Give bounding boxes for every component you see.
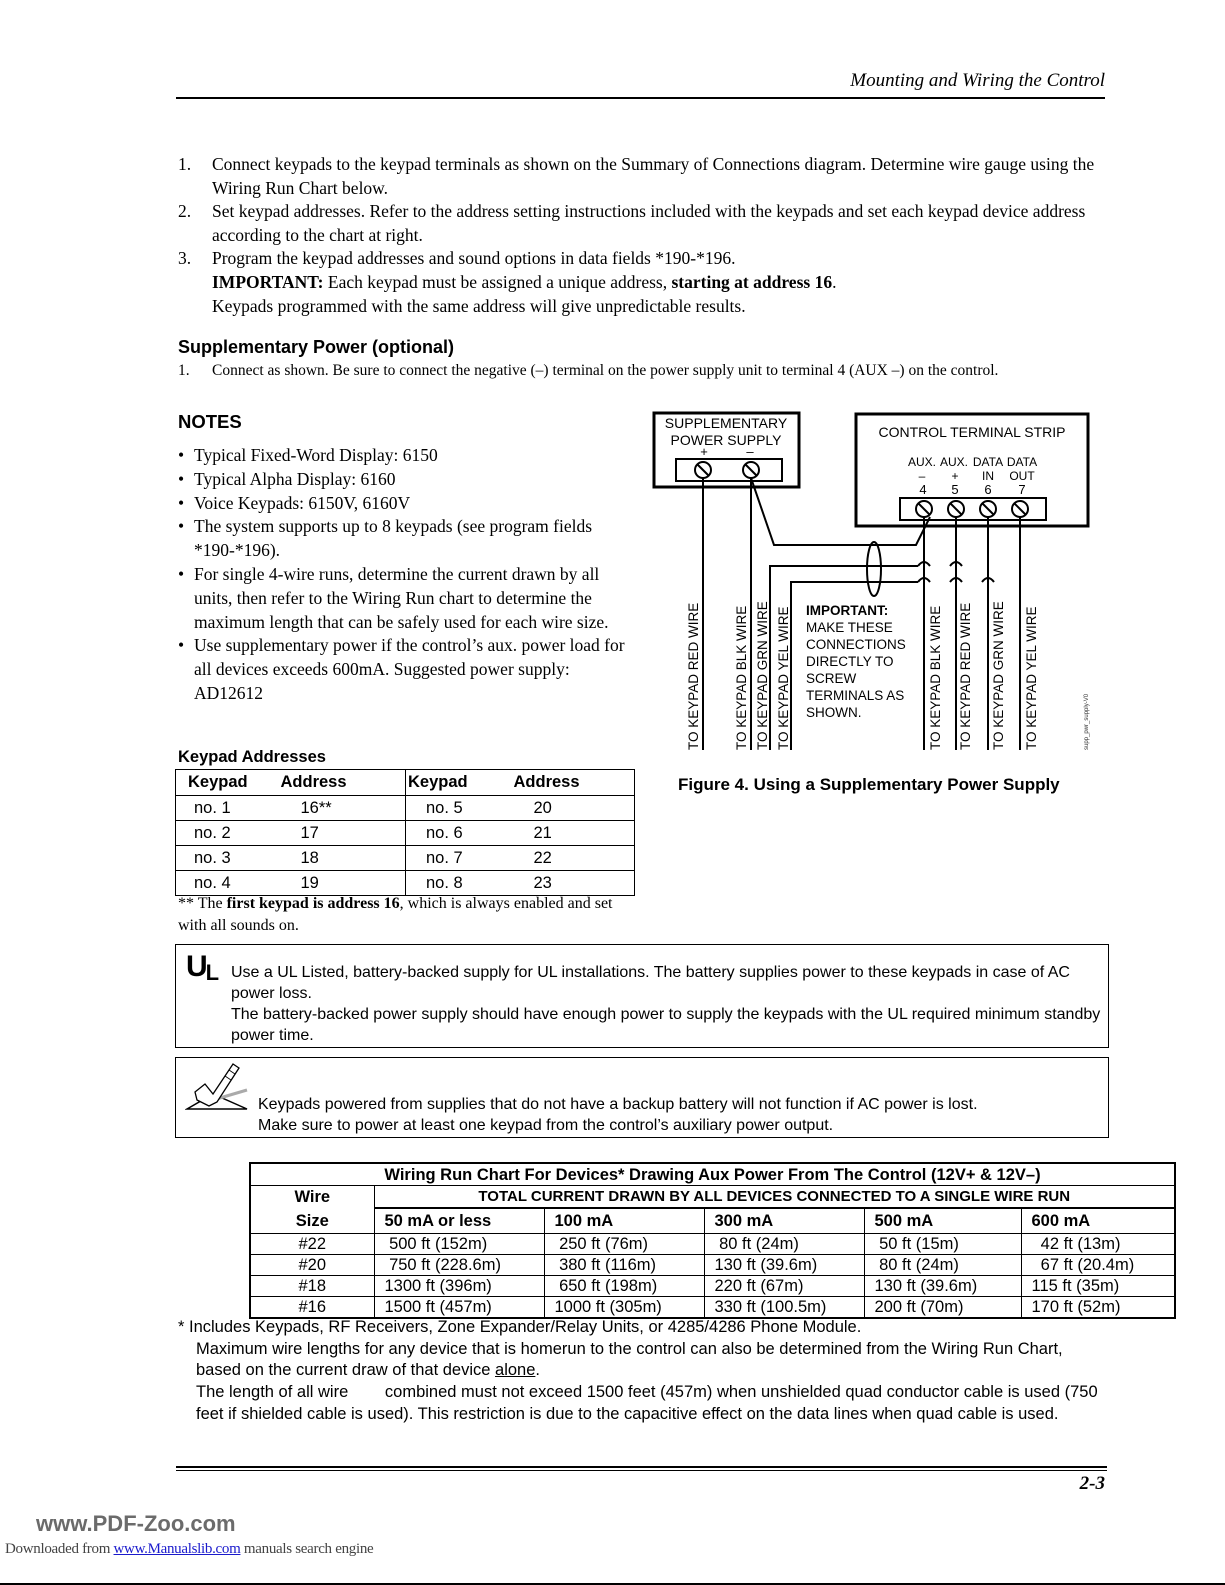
table-cell: 115 ft (35m) [1021,1276,1175,1297]
table-cell: 19 [300,873,319,892]
terminal-label: IN [982,469,994,483]
table-cell: 18 [281,846,406,871]
ul-logo-icon [186,950,217,986]
bullet-icon: • [178,445,185,465]
table-row [176,796,635,821]
footnote-text: . [535,1361,540,1380]
table-row [176,821,635,846]
ul-note-line: The battery-backed power supply should have enough power to supply the keypads with the UL required minimum standby power time. [231,1006,1101,1044]
supplementary-power-wiring-diagram [650,405,1100,765]
table-cell: 380 ft (116m) [544,1255,704,1276]
table-cell: no. 6 [406,821,514,846]
table-cell: no. 7 [406,846,514,871]
check-note-line: Make sure to power at least one keypad from the control’s auxiliary power output. [258,1117,834,1134]
terminal-number: 4 [919,482,927,497]
wire-size-cell: #18 [250,1276,374,1297]
column-header: 100 mA [544,1208,704,1234]
table-cell: 330 ft (100.5m) [704,1297,864,1319]
important-text: Each keypad must be assigned a unique address, [323,271,672,292]
bullet-icon: • [178,516,185,537]
keypad-steps-list [178,153,1118,318]
terminal-label: OUT [1009,469,1035,483]
footnote-text: , which is always enabled and set with all sounds on. [178,895,613,934]
table-row [250,1276,1175,1297]
table-row [250,1297,1175,1319]
wire-label: TO KEYPAD YEL WIRE [776,606,791,750]
screw-terminal-icon [743,462,759,478]
header-rule [176,97,1105,99]
screw-terminal-icon [916,501,932,517]
table-row [176,871,635,896]
figure-caption: Figure 4. Using a Supplementary Power Supply [678,775,1060,794]
wiring-chart-title: Wiring Run Chart For Devices* Drawing Aux Power From The Control (12V+ & 12V–) [250,1163,1175,1186]
note-item [178,492,628,516]
psu-plus-label: + [700,444,708,459]
bullet-icon: • [178,563,185,584]
column-header: Address [281,770,406,796]
wire-size-header: Wire [294,1188,331,1206]
table-cell: no. 5 [406,796,514,821]
column-header: 300 mA [704,1208,864,1234]
note-text: For single 4-wire runs, determine the current drawn by all units, then refer to the Wiring Run chart to determine the maximum length that can be safely used for each wire size. [194,563,609,632]
table-cell: 750 ft (228.6m) [374,1255,544,1276]
wiring-chart-footnotes [178,1317,1108,1426]
table-cell: 200 ft (70m) [864,1297,1021,1319]
diagram-important-line: SCREW [806,671,857,686]
step-item [178,247,1118,318]
terminal-number: 5 [951,482,959,497]
table-cell: 80 ft (24m) [704,1234,864,1255]
note-text: Typical Alpha Display: 6160 [194,468,396,489]
wire-label: TO KEYPAD BLK WIRE [734,605,749,750]
column-header: 50 mA or less [374,1208,544,1234]
terminal-number: 6 [984,482,992,497]
wire-label: TO KEYPAD RED WIRE [958,602,973,750]
step-number: 1. [178,362,190,379]
note-item [178,634,628,705]
note-text: Use supplementary power if the control’s aux. power load for all devices exceeds 600mA. Suggested power supply: AD12612 [194,635,625,703]
table-cell: 1300 ft (396m) [374,1276,544,1297]
footer-rule-thin [176,1470,1107,1471]
watermark-text: manuals search engine [240,1541,374,1557]
column-header: 500 mA [864,1208,1021,1234]
table-row [250,1255,1175,1276]
wire-label: TO KEYPAD RED WIRE [686,602,701,750]
control-strip-title: CONTROL TERMINAL STRIP [878,424,1066,440]
terminal-label: DATA [972,455,1004,469]
table-cell: 21 [514,821,635,846]
bullet-icon: • [178,635,185,656]
step-item [178,153,1118,200]
step-text-line: Keypads programmed with the same address will give unpredictable results. [212,295,746,316]
wiring-run-chart-table [249,1162,1176,1319]
note-item [178,515,628,563]
wiring-chart-subtitle: TOTAL CURRENT DRAWN BY ALL DEVICES CONNECTED TO A SINGLE WIRE RUN [374,1186,1175,1209]
note-item [178,468,628,492]
figure-id-label: supp_pwr_supply-V0 [1084,693,1090,750]
step-number: 2. [178,201,192,222]
step-number: 1. [178,154,192,174]
chart-title-row [250,1163,1175,1186]
note-text: The system supports up to 8 keypads (see program fields *190-*196). [194,516,593,561]
table-row [176,846,635,871]
running-header-title: Mounting and Wiring the Control [850,70,1105,91]
column-header: Keypad [406,770,514,796]
page-number: 2-3 [1079,1473,1105,1494]
wire-label: TO KEYPAD GRN WIRE [755,601,770,750]
table-cell: no. 8 [406,871,514,896]
checkmark-note-icon [185,1062,255,1112]
notes-list [178,444,628,706]
psu-minus-label: – [746,444,754,459]
screw-terminal-icon [948,501,964,517]
keypad-addresses-heading: Keypad Addresses [178,748,326,766]
table-cell: 500 ft (152m) [374,1234,544,1255]
screw-terminal-icon [980,501,996,517]
important-label: IMPORTANT: [212,271,324,292]
bullet-icon: • [178,468,185,489]
wire-size-header: Size [250,1208,374,1234]
diagram-important-line: MAKE THESE [806,620,893,635]
note-item [178,444,628,468]
table-cell: no. 4 [194,873,231,892]
table-row [250,1234,1175,1255]
table-cell: 80 ft (24m) [864,1255,1021,1276]
table-cell: 22 [514,846,635,871]
terminal-label: DATA [1006,455,1038,469]
diagram-important-line: CONNECTIONS [806,637,906,652]
table-cell: 170 ft (52m) [1021,1297,1175,1319]
step-text: Connect as shown. Be sure to connect the negative (–) terminal on the power supply unit to terminal 4 (AUX –) on the control. [212,362,999,379]
step-number: 3. [178,248,192,269]
footnote-underlined: alone [495,1361,536,1380]
screw-terminal-icon [1012,501,1028,517]
keypad-addresses-footnote [178,893,628,937]
notes-heading: NOTES [178,411,242,432]
table-header-row [176,770,635,796]
column-header: Keypad [176,770,281,796]
footnote-paragraph: The length of all wire combined must not exceed 1500 feet (457m) when unshielded quad conductor cable is used (750 feet if shielded cable is used). This restriction is due to the capacitive effect on the data lines when quad cable is used. [196,1383,1103,1423]
psu-title-line1: SUPPLEMENTARY [664,415,788,431]
ul-note-text [231,962,1101,1046]
chart-subtitle-row [250,1186,1175,1209]
terminal-label: + [951,469,959,483]
table-header-row [250,1208,1175,1234]
footer-rule [176,1466,1107,1468]
psu-title-line2: POWER SUPPLY [670,432,782,448]
wire-label: TO KEYPAD YEL WIRE [1024,606,1039,750]
table-cell: 1500 ft (457m) [374,1297,544,1319]
check-note-text [258,1094,1098,1136]
screw-terminal-icon [695,462,711,478]
table-cell: 42 ft (13m) [1021,1234,1175,1255]
table-cell: 67 ft (20.4m) [1021,1255,1175,1276]
table-cell: 130 ft (39.6m) [704,1255,864,1276]
diagram-important-line: SHOWN. [806,705,862,720]
diagram-important-line: DIRECTLY TO [806,654,894,669]
table-cell: 50 ft (15m) [864,1234,1021,1255]
bullet-icon: • [178,492,185,513]
table-cell: no. 2 [176,821,281,846]
ul-note-line: Use a UL Listed, battery-backed supply for UL installations. The battery supplies power to these keypads in case of AC power loss. [231,964,1070,1002]
footnote-paragraph [178,1339,1108,1382]
step-text: Set keypad addresses. Refer to the address setting instructions included with the keypads and set each keypad device address according to the chart at right. [212,201,1086,245]
supplementary-power-heading: Supplementary Power (optional) [178,337,455,357]
table-cell: 17 [281,821,406,846]
wire-size-cell: #20 [250,1255,374,1276]
footnote-text: Maximum wire lengths for any device that is homerun to the control can also be determined from the Wiring Run Chart, based on the current draw of that device [196,1339,1063,1380]
column-header: Address [514,770,635,796]
step-text: Connect keypads to the keypad terminals as shown on the Summary of Connections diagram. Determine wire gauge using the Wiring Run Chart below. [212,154,1095,198]
pdf-zoo-watermark: www.PDF-Zoo.com [36,1511,236,1536]
step-text-line: Program the keypad addresses and sound options in data fields *190-*196. [212,248,736,269]
wire-label: TO KEYPAD BLK WIRE [928,605,943,750]
diagram-important-title: IMPORTANT: [806,603,889,618]
terminal-label: AUX. [907,455,937,469]
note-text: Typical Fixed-Word Display: 6150 [194,445,438,465]
wire-label: TO KEYPAD GRN WIRE [991,601,1006,750]
table-cell: 650 ft (198m) [544,1276,704,1297]
footnote-text: ** The [178,895,227,912]
column-header: 600 mA [1021,1208,1175,1234]
terminal-label: – [918,469,926,483]
keypad-addresses-table [175,769,635,896]
table-cell: 130 ft (39.6m) [864,1276,1021,1297]
table-cell: 220 ft (67m) [704,1276,864,1297]
important-emphasis: starting at address 16 [671,271,833,292]
manualslib-link[interactable]: www.Manualslib.com [113,1541,241,1557]
important-punct: . [832,271,837,292]
note-item [178,563,628,634]
watermark-text: Downloaded from [5,1541,114,1557]
wire-size-cell: #16 [298,1298,327,1316]
ul-logo-u: U [186,950,206,983]
check-note-line: Keypads powered from supplies that do not have a backup battery will not function if AC power is lost. [258,1096,978,1113]
terminal-label: AUX. [939,455,969,469]
asterisk-footnote: * Includes Keypads, RF Receivers, Zone Expander/Relay Units, or 4285/4286 Phone Module. [178,1318,862,1336]
ul-logo-l: L [205,960,218,985]
step-item [178,200,1118,247]
footnote-emphasis: first keypad is address 16 [226,895,400,912]
table-cell: no. 1 [176,796,281,821]
table-cell: 20 [514,796,635,821]
table-cell: 23 [533,873,552,892]
table-cell: 250 ft (76m) [544,1234,704,1255]
table-cell: 1000 ft (305m) [544,1297,704,1319]
table-cell: 16** [281,796,406,821]
note-text: Voice Keypads: 6150V, 6160V [194,492,411,513]
table-cell: no. 3 [176,846,281,871]
step-text [212,247,1118,318]
supplementary-step [178,360,1078,382]
terminal-number: 7 [1018,482,1026,497]
wire-size-cell: #22 [250,1234,374,1255]
diagram-important-line: TERMINALS AS [806,688,905,703]
manualslib-watermark [5,1541,373,1558]
